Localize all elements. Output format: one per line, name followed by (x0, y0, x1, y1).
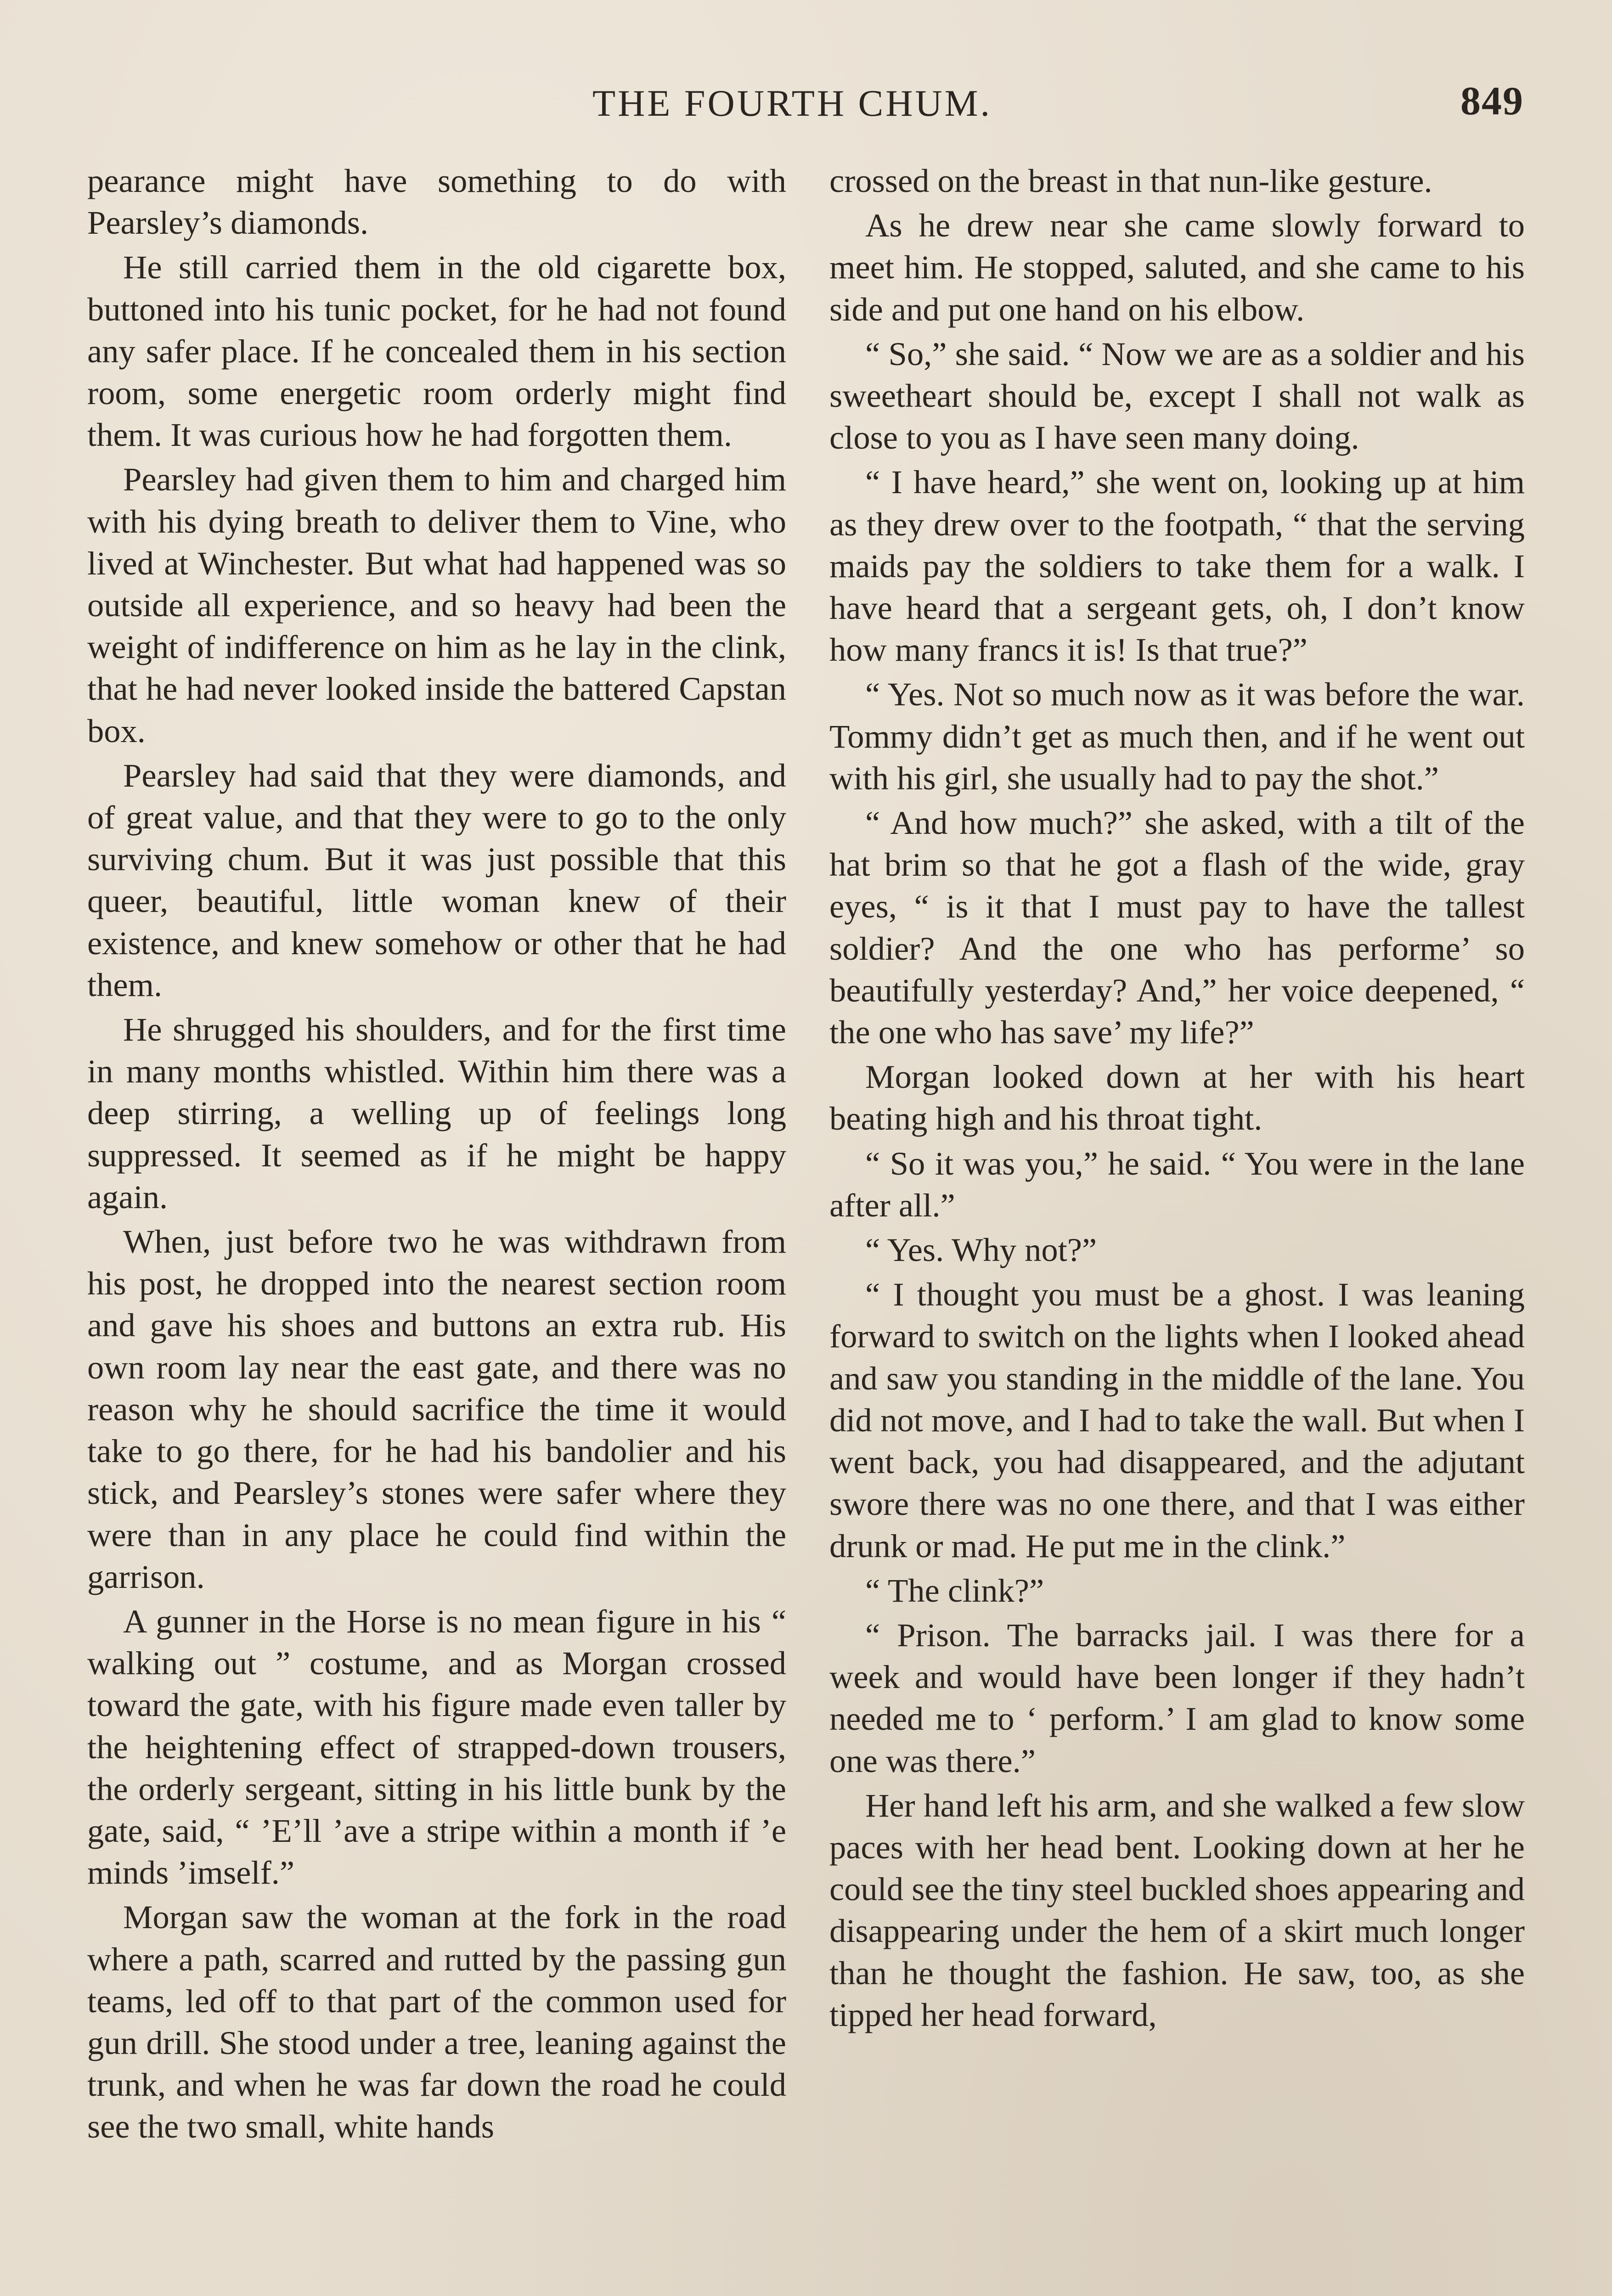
paragraph: Pearsley had given them to him and charged him with his dying breath to deliver them to Vine, who lived at Winchester. But what had happened was so outside all experience, and so heavy had been the weight of indifference on him as he lay in the clink, that he had never looked inside the battered Capstan box. (87, 461, 786, 749)
paragraph: crossed on the breast in that nun-like gesture. (829, 162, 1432, 199)
paragraph: A gunner in the Horse is no mean figure in his “ walking out ” costume, and as Morgan crossed toward the gate, with his figure made even taller by the heightening effect of strapped-down trousers, the orderly sergeant, sitting in his little bunk by the gate, said, “ ’E’ll ’ave a stripe within a month if ’e minds ’imself.” (87, 1602, 786, 1891)
paragraph: Her hand left his arm, and she walked a few slow paces with her head bent. Looking down at her he could see the tiny steel buckled shoes appearing and disappearing under the hem of a skirt much longer than he thought the fashion. He saw, too, as she tipped her head forward, (829, 1786, 1525, 2033)
page-number: 849 (1460, 79, 1524, 124)
paragraph: He shrugged his shoulders, and for the first time in many months whistled. Within him there was a deep stirring, a welling up of feelings long suppressed. It seemed as if he might be happy again. (87, 1011, 786, 1216)
paragraph: “ So,” she said. “ Now we are as a soldier and his sweetheart should be, except I shall not walk as close to you as I have seen many doing. (829, 335, 1525, 456)
paragraph: pearance might have something to do with Pearsley’s diamonds. (87, 162, 786, 242)
text-column-right (829, 160, 1525, 2296)
paragraph: “ So it was you,” he said. “ You were in the lane after all.” (829, 1144, 1525, 1224)
running-title: THE FOURTH CHUM. (592, 82, 992, 124)
paragraph: “ Yes. Why not?” (865, 1231, 1097, 1269)
paragraph: “ And how much?” she asked, with a tilt of the hat brim so that he got a flash of the wide, gray eyes, “ is it that I must pay to have the tallest soldier? And the one who has performe’ so beautifully yesterday? And,” her voice deepened, “ the one who has save’ my life?” (829, 804, 1525, 1051)
paragraph: Morgan looked down at her with his heart beating high and his throat tight. (829, 1058, 1525, 1137)
paragraph: “ I thought you must be a ghost. I was leaning forward to switch on the lights when I looked ahead and saw you standing in the middle of the lane. You did not move, and I had to take the wall. But when I went back, you had disappeared, and the adjutant swore there was no one there, and that I was either drunk or mad. He put me in the clink.” (829, 1276, 1525, 1564)
paragraph: “ I have heard,” she went on, looking up at him as they drew over to the footpath, “ that the serving maids pay the soldiers to take them for a walk. I have heard that a sergeant gets, oh, I don’t know how many francs it is! Is that true?” (829, 463, 1525, 669)
paragraph: When, just before two he was withdrawn from his post, he dropped into the nearest section room and gave his shoes and buttons an extra rub. His own room lay near the east gate, and there was no reason why he should sacrifice the time it would take to go there, for he had his bandolier and his stick, and Pearsley’s stones were safer where they were than in any place he could find within the garrison. (87, 1223, 786, 1595)
text-column-left (87, 160, 786, 2296)
paragraph: “ The clink?” (865, 1571, 1044, 1609)
paragraph: As he drew near she came slowly forward to meet him. He stopped, saluted, and she came to his side and put one hand on his elbow. (829, 207, 1525, 328)
paragraph: “ Prison. The barracks jail. I was there for a week and would have been longer if they hadn’t needed me to ‘ perform.’ I am glad to know some one was there.” (829, 1616, 1525, 1779)
paragraph: Pearsley had said that they were diamonds, and of great value, and that they were to go to the only surviving chum. But it was just possible that this queer, beautiful, little woman knew of their existence, and knew somehow or other that he had them. (87, 756, 786, 1003)
paragraph: “ Yes. Not so much now as it was before the war. Tommy didn’t get as much then, and if he went out with his girl, she usually had to pay the shot.” (829, 675, 1525, 797)
paragraph: Morgan saw the woman at the fork in the road where a path, scarred and rutted by the passing gun teams, led off to that part of the common used for gun drill. She stood under a tree, leaning against the trunk, and when he was far down the road he could see the two small, white hands (87, 1898, 786, 2145)
paragraph: He still carried them in the old cigarette box, buttoned into his tunic pocket, for he had not found any safer place. If he concealed them in his section room, some energetic room orderly might find them. It was curious how he had forgotten them. (87, 248, 786, 454)
